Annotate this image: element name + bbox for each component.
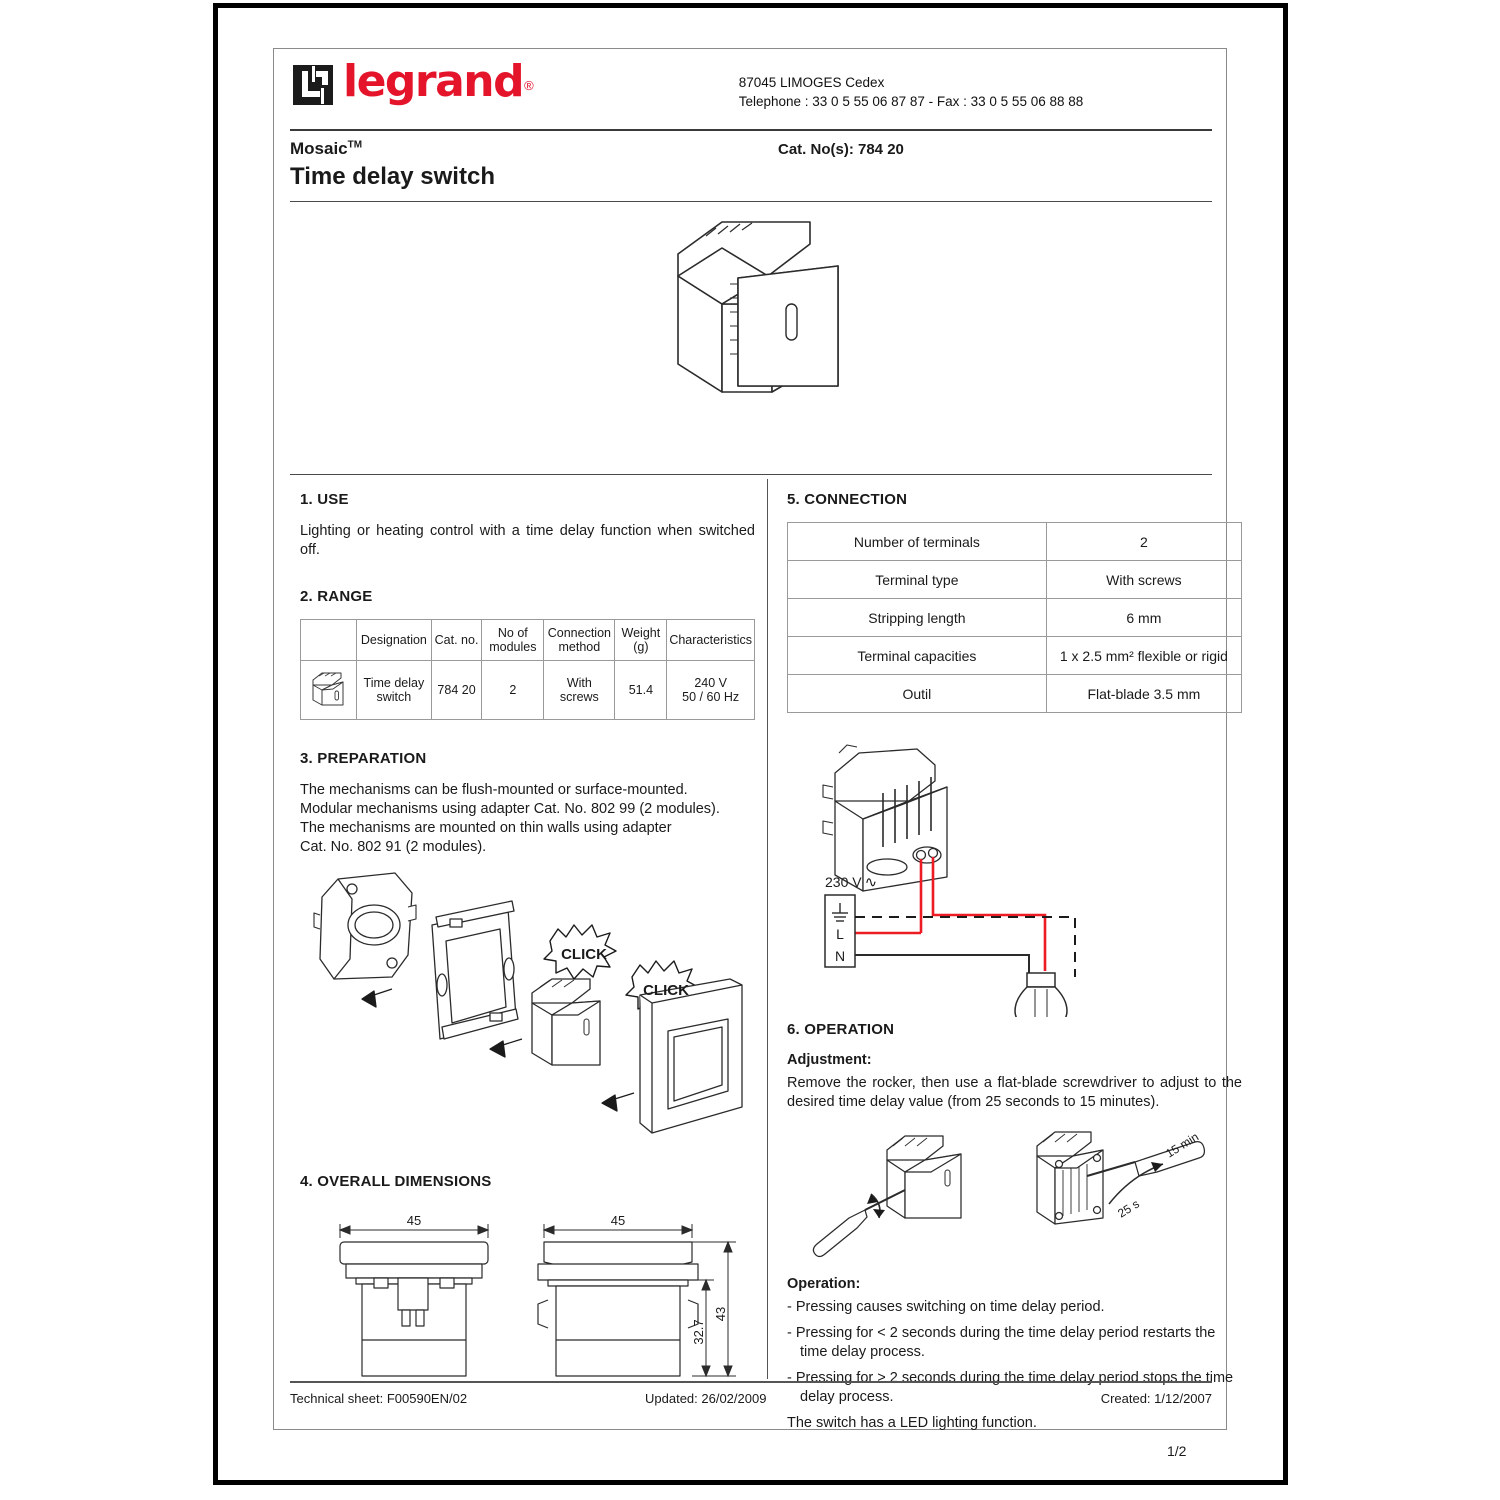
right-column	[787, 475, 1242, 1439]
switched-live-wire	[933, 857, 1045, 971]
range-characteristics: 240 V 50 / 60 Hz	[667, 661, 755, 720]
adjustment-text: Remove the rocker, then use a flat-blade screwdriver to adjust to the desired time delay value (from 25 seconds to 15 minutes).	[787, 1075, 1242, 1110]
assembly-arrow-icon	[362, 989, 392, 1007]
title-block	[290, 131, 1212, 201]
table-row	[788, 599, 1242, 637]
table-row	[788, 637, 1242, 675]
range-col-designation: Designation	[357, 620, 432, 661]
address-city: 87045 LIMOGES Cedex	[738, 75, 885, 90]
section-heading-connection: 5. CONNECTION	[787, 491, 908, 508]
datasheet-content-box	[273, 48, 1242, 1431]
list-item: - Pressing for > 2 seconds during the time delay period stops the time delay process.	[787, 1370, 1234, 1405]
preparation-line-2: Modular mechanisms using adapter Cat. No. 802 99 (2 modules).	[300, 801, 720, 817]
column-divider	[767, 479, 768, 1379]
page-title: Time delay switch	[290, 163, 495, 190]
section-heading-range: 2. RANGE	[300, 588, 373, 605]
table-row	[788, 561, 1242, 599]
range-col-characteristics: Characteristics	[667, 620, 755, 661]
section-heading-preparation: 3. PREPARATION	[300, 750, 427, 767]
side-inner-height-label: 32.7	[691, 1319, 706, 1345]
company-address	[739, 73, 1084, 111]
adjust-min-label: 25 s	[1115, 1196, 1142, 1221]
side-width-label: 45	[610, 1213, 626, 1228]
range-designation: Time delay switch	[357, 661, 432, 720]
range-product-thumbnail	[301, 661, 357, 720]
overall-dimensions-diagram	[300, 1204, 755, 1404]
switch-module-icon	[532, 979, 600, 1065]
conn-value-0: 2	[1046, 523, 1241, 561]
front-width-label: 45	[406, 1213, 422, 1228]
operation-subheading: Operation:	[787, 1276, 861, 1292]
earth-conductor	[855, 917, 1075, 977]
preparation-line-4: Cat. No. 802 91 (2 modules).	[300, 839, 487, 855]
operation-closing-note: The switch has a LED lighting function.	[787, 1415, 1037, 1431]
use-description: Lighting or heating control with a time delay function when switched off.	[300, 523, 755, 558]
front-view-icon	[340, 1242, 488, 1376]
adjustment-diagram	[787, 1118, 1242, 1268]
conn-key-0: Number of terminals	[788, 523, 1047, 561]
legrand-logo-mark-icon	[292, 63, 336, 107]
support-frame-icon	[432, 901, 518, 1039]
range-weight: 51.4	[615, 661, 667, 720]
connection-table	[787, 522, 1242, 713]
document-header	[290, 56, 1212, 123]
footer-technical-sheet: Technical sheet: F00590EN/02	[290, 1391, 468, 1406]
trademark-symbol: TM	[347, 139, 363, 151]
wiring-diagram	[787, 727, 1242, 1017]
conn-value-1: With screws	[1046, 561, 1241, 599]
remove-rocker-icon	[813, 1136, 961, 1257]
legrand-wordmark: legrand	[343, 56, 524, 107]
range-col-weight: Weight (g)	[615, 620, 667, 661]
list-item: - Pressing for < 2 seconds during the time delay period restarts the time delay process.	[787, 1325, 1216, 1360]
switch-module-rear-icon	[823, 745, 947, 891]
terminal-label-l: L	[836, 926, 844, 942]
neutral-conductor	[855, 955, 1029, 977]
conn-key-3: Terminal capacities	[788, 637, 1047, 675]
range-cat-no: 784 20	[431, 661, 482, 720]
cover-plate-icon	[640, 979, 742, 1133]
range-col-connection: Connection method	[544, 620, 615, 661]
terminal-label-n: N	[834, 948, 846, 964]
click-label-2: CLICK	[643, 982, 689, 999]
side-view-icon	[538, 1242, 698, 1376]
lamp-icon	[1015, 973, 1067, 1017]
footer-created-date: Created: 1/12/2007	[1100, 1391, 1212, 1406]
preparation-line-3: The mechanisms are mounted on thin walls using adapter	[300, 820, 672, 836]
address-phone: Telephone : 33 0 5 55 06 87 87 - Fax : 33 0 5 55 06 88 88	[738, 94, 1084, 109]
assembly-arrow-icon	[602, 1093, 634, 1111]
page-number: 1/2	[1167, 1443, 1187, 1459]
section-heading-dimensions: 4. OVERALL DIMENSIONS	[300, 1173, 492, 1190]
table-header-row	[301, 620, 755, 661]
footer-updated-date: Updated: 26/02/2009	[645, 1391, 767, 1406]
range-col-image	[301, 620, 357, 661]
conn-key-2: Stripping length	[788, 599, 1047, 637]
table-row	[788, 675, 1242, 713]
range-table	[300, 619, 755, 720]
conn-key-4: Outil	[788, 675, 1047, 713]
preparation-line-1: The mechanisms can be flush-mounted or surface-mounted.	[300, 782, 688, 798]
legrand-logo	[292, 56, 534, 107]
adjustment-subheading: Adjustment:	[787, 1052, 872, 1068]
range-modules: 2	[482, 661, 544, 720]
side-outer-height-label: 43	[713, 1306, 728, 1322]
switch-thumbnail-icon	[309, 670, 349, 708]
conn-value-2: 6 mm	[1046, 599, 1241, 637]
hero-product-illustration	[290, 202, 1212, 474]
product-range-name: Mosaic™	[290, 139, 363, 158]
adjust-max-label: 15 min	[1163, 1129, 1202, 1161]
flush-mounting-box-icon	[314, 873, 416, 979]
conn-value-3: 1 x 2.5 mm² flexible or rigid	[1046, 637, 1241, 675]
supply-voltage-label: 230 V ∿	[825, 874, 878, 891]
range-connection: With screws	[544, 661, 615, 720]
section-heading-use: 1. USE	[300, 491, 349, 508]
conn-key-1: Terminal type	[788, 561, 1047, 599]
catalog-number: Cat. No(s): 784 20	[778, 141, 904, 158]
footer-divider	[290, 1381, 1212, 1383]
conn-value-4: Flat-blade 3.5 mm	[1046, 675, 1241, 713]
assembly-arrow-icon	[490, 1039, 522, 1057]
list-item: - Pressing causes switching on time delay period.	[787, 1299, 1105, 1315]
table-row	[301, 661, 755, 720]
time-delay-switch-isometric-icon	[660, 214, 870, 414]
left-column	[300, 475, 755, 1404]
click-label-1: CLICK	[561, 946, 607, 963]
preparation-assembly-diagram	[300, 867, 755, 1167]
registered-mark: ®	[524, 77, 534, 93]
section-heading-operation: 6. OPERATION	[787, 1021, 895, 1038]
range-col-catno: Cat. no.	[431, 620, 482, 661]
range-col-modules: No of modules	[482, 620, 544, 661]
document-footer	[290, 1391, 1212, 1406]
table-row	[788, 523, 1242, 561]
